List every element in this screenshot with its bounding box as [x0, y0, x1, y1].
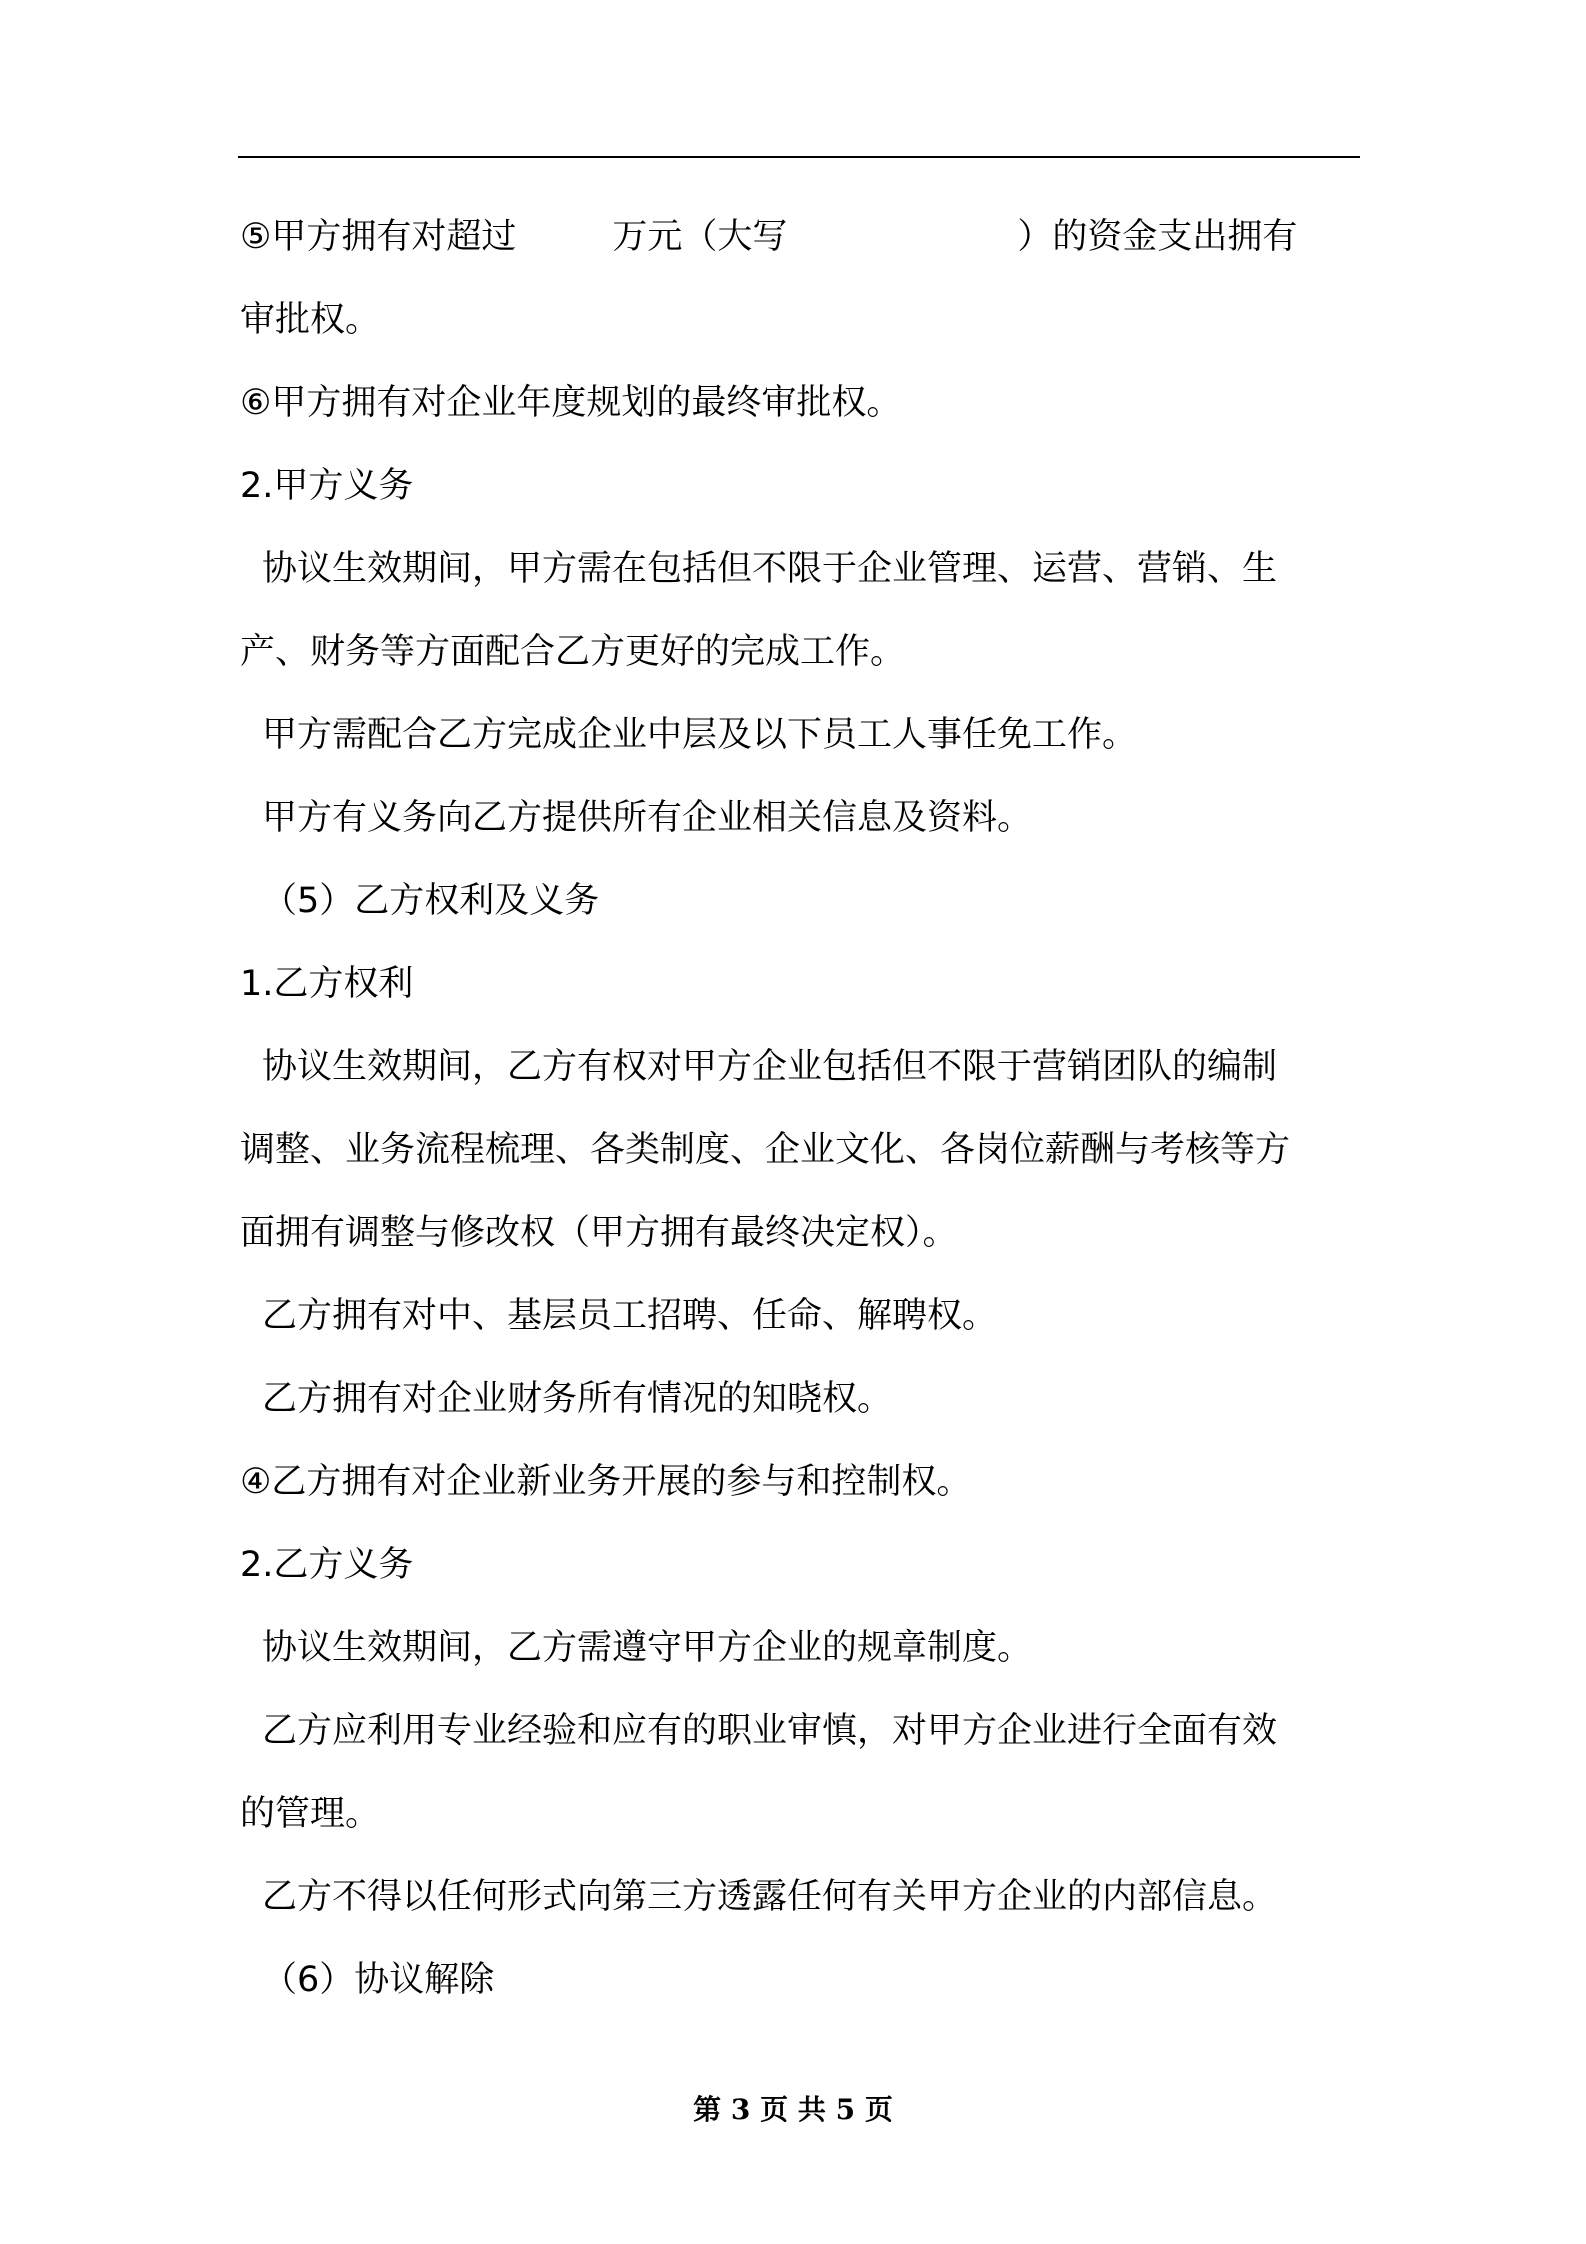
clause-line: ④乙方拥有对企业新业务开展的参与和控制权。	[240, 1462, 972, 1502]
section-heading: 1.乙方权利	[240, 964, 414, 1004]
clause-line: 协议生效期间，乙方需遵守甲方企业的规章制度。	[262, 1628, 1033, 1668]
clause-text: ）的资金支出拥有	[1017, 217, 1298, 257]
clause-line: 面拥有调整与修改权（甲方拥有最终决定权）。	[240, 1213, 958, 1253]
clause-line: 审批权。	[240, 300, 381, 340]
section-heading: 2.甲方义务	[240, 466, 414, 506]
clause-line: 的管理。	[240, 1794, 381, 1834]
clause-line: ⑥甲方拥有对企业年度规划的最终审批权。	[240, 383, 902, 423]
page-number: 第 3 页 共 5 页	[693, 2093, 893, 2126]
clause-line: 乙方应利用专业经验和应有的职业审慎，对甲方企业进行全面有效	[262, 1711, 1278, 1751]
clause-line: 甲方需配合乙方完成企业中层及以下员工人事任免工作。	[262, 715, 1138, 755]
clause-line: 协议生效期间，甲方需在包括但不限于企业管理、运营、营销、生	[262, 549, 1278, 589]
clause-line: 产、财务等方面配合乙方更好的完成工作。	[240, 632, 906, 672]
section-heading: （6）协议解除	[262, 1960, 495, 2000]
clause-line	[240, 196, 1360, 279]
clause-line: 调整、业务流程梳理、各类制度、企业文化、各岗位薪酬与考核等方	[240, 1130, 1291, 1170]
clause-line: 乙方拥有对中、基层员工招聘、任命、解聘权。	[262, 1296, 998, 1336]
section-heading: （5）乙方权利及义务	[262, 881, 600, 921]
clause-line: 协议生效期间，乙方有权对甲方企业包括但不限于营销团队的编制	[262, 1047, 1278, 1087]
section-heading: 2.乙方义务	[240, 1545, 414, 1585]
header-rule	[238, 156, 1360, 158]
clause-text: 万元（大写	[612, 217, 788, 257]
clause-line: 甲方有义务向乙方提供所有企业相关信息及资料。	[262, 798, 1033, 838]
clause-line: 乙方拥有对企业财务所有情况的知晓权。	[262, 1379, 893, 1419]
clause-line: 乙方不得以任何形式向第三方透露任何有关甲方企业的内部信息。	[262, 1877, 1278, 1917]
clause-text: ⑤甲方拥有对超过	[240, 217, 517, 257]
document-body	[240, 196, 1360, 2022]
